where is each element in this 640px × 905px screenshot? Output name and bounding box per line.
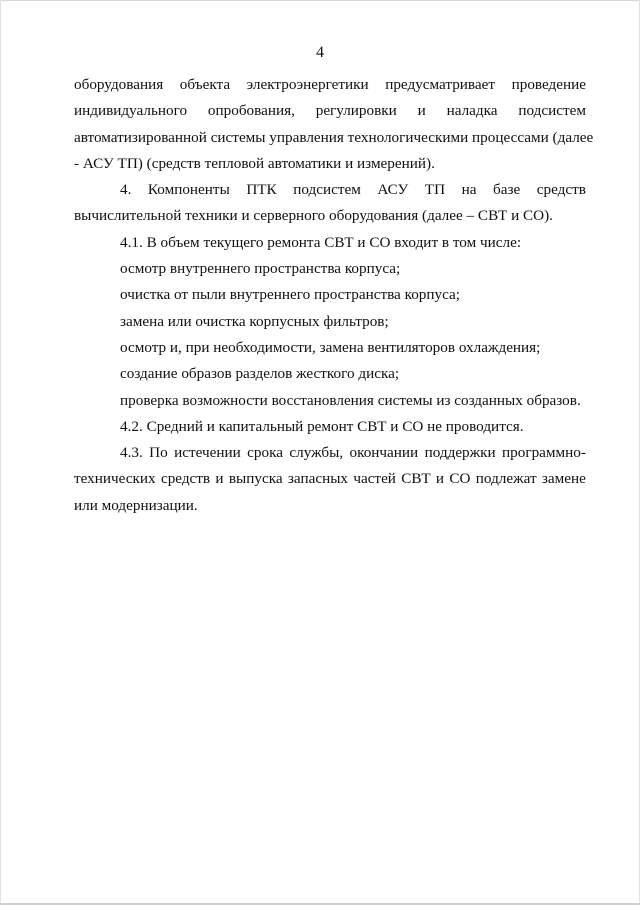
list-item: проверка возможности восстановления системы из созданных образов.	[120, 391, 581, 409]
word: частей	[353, 470, 396, 488]
paragraph: 4.2. Средний и капитальный ремонт СВТ и СО не проводится.	[120, 417, 524, 435]
word: базе	[492, 181, 521, 199]
word: и	[417, 102, 426, 120]
text-line	[74, 98, 586, 124]
list-item: осмотр и, при необходимости, замена вентиляторов охлаждения;	[120, 338, 541, 356]
paragraph	[74, 440, 586, 519]
list-item: создание образов разделов жесткого диска;	[120, 365, 400, 383]
text-line: вычислительной техники и серверного оборудования (далее – СВТ и СО).	[74, 207, 553, 225]
list-heading: 4.1. В объем текущего ремонта СВТ и СО входит в том числе:	[120, 233, 522, 251]
word: срока	[247, 444, 283, 462]
text-line	[74, 72, 586, 98]
word: ПТК	[246, 181, 277, 199]
word: истечении	[174, 444, 241, 462]
word: средств	[160, 470, 211, 488]
word: По	[149, 444, 168, 462]
paragraph	[74, 72, 594, 177]
text-line: автоматизированной системы управления технологическими процессами (далее	[74, 128, 594, 146]
word: электроэнергетики	[246, 76, 369, 93]
word: подсистем	[518, 102, 586, 120]
word: оборудования	[74, 76, 164, 93]
word: подсистем	[293, 181, 361, 199]
word: 4.3.	[120, 444, 143, 462]
text-line	[74, 440, 586, 466]
word: средств	[536, 181, 586, 199]
word: замене	[541, 470, 586, 488]
word: подлежат	[475, 470, 537, 488]
list-item: очистка от пыли внутреннего пространства корпуса;	[120, 286, 460, 304]
text-line	[74, 177, 586, 203]
word: выпуска	[228, 470, 283, 488]
word: технических	[74, 470, 156, 488]
page-number: 4	[316, 44, 324, 61]
word: индивидуального	[74, 102, 188, 120]
word: предусматривает	[385, 76, 496, 93]
text-line: - АСУ ТП) (средств тепловой автоматики и измерений).	[74, 154, 435, 172]
word: проведение	[511, 76, 586, 93]
scan-border-left	[0, 0, 1, 905]
word: Компоненты	[147, 181, 230, 199]
word: объекта	[179, 76, 231, 93]
word: запасных	[287, 470, 348, 488]
list-item: замена или очистка корпусных фильтров;	[120, 312, 389, 330]
word: службы,	[289, 444, 344, 462]
word: 4.	[120, 181, 132, 199]
list-item: осмотр внутреннего пространства корпуса;	[120, 260, 401, 278]
word: поддержки	[424, 444, 496, 462]
word: регулировки	[315, 102, 397, 120]
word: и	[435, 470, 445, 488]
word: на	[461, 181, 477, 199]
word: СО	[449, 470, 471, 488]
word: опробования,	[207, 102, 295, 120]
word: СВТ	[401, 470, 431, 488]
word: АСУ	[377, 181, 409, 199]
word: программно-	[502, 444, 586, 462]
word: окончании	[349, 444, 419, 462]
text-line	[74, 466, 586, 492]
document-body	[74, 72, 594, 519]
word: наладка	[446, 102, 498, 120]
text-line: или модернизации.	[74, 496, 198, 514]
word: и	[215, 470, 224, 488]
paragraph	[74, 177, 586, 230]
word: ТП	[424, 181, 446, 199]
scan-border-top	[0, 0, 640, 1]
